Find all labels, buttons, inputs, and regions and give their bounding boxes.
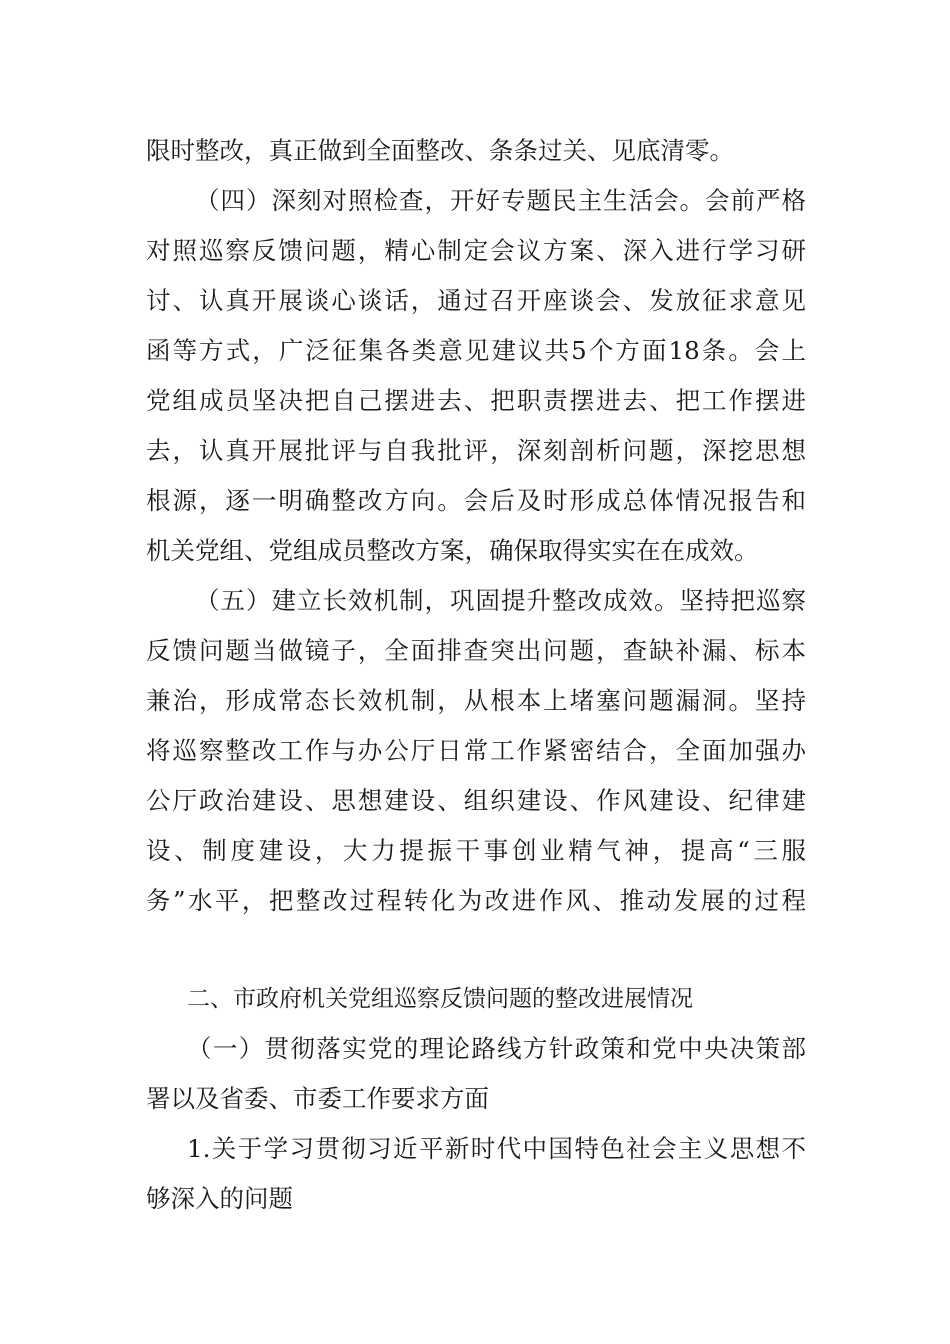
section-heading: 二、市政府机关党组巡察反馈问题的整改进展情况 <box>187 986 693 1012</box>
subsection-heading: 署以及省委、市委工作要求方面 <box>146 1084 489 1113</box>
paragraph-line: 根源，逐一明确整改方向。会后及时形成总体情况报告和 <box>146 486 806 515</box>
paragraph-line: 去，认真开展批评与自我批评，深刻剖析问题，深挖思想 <box>146 436 806 465</box>
paragraph-line: 限时整改，真正做到全面整改、条条过关、见底清零。 <box>146 136 734 165</box>
paragraph-line: 函等方式，广泛征集各类意见建议共5个方面18条。会上 <box>146 336 806 365</box>
paragraph-line: 务”水平，把整改过程转化为改进作风、推动发展的过程 <box>146 886 806 915</box>
paragraph-line: 机关党组、党组成员整改方案，确保取得实实在在成效。 <box>146 536 759 565</box>
paragraph-line: 讨、认真开展谈心谈话，通过召开座谈会、发放征求意见 <box>146 286 806 315</box>
paragraph-line: 反馈问题当做镜子，全面排查突出问题，查缺补漏、标本 <box>146 636 806 665</box>
subsection-heading: （一）贯彻落实党的理论路线方针政策和党中央决策部 <box>187 1034 806 1063</box>
paragraph-line: （四）深刻对照检查，开好专题民主生活会。会前严格 <box>195 186 806 215</box>
item-heading: 够深入的问题 <box>146 1184 293 1213</box>
item-heading: 1.关于学习贯彻习近平新时代中国特色社会主义思想不 <box>187 1134 806 1163</box>
paragraph-line: 兼治，形成常态长效机制，从根本上堵塞问题漏洞。坚持 <box>146 686 806 715</box>
paragraph-line: 将巡察整改工作与办公厅日常工作紧密结合，全面加强办 <box>146 736 806 765</box>
paragraph-line: 公厅政治建设、思想建设、组织建设、作风建设、纪律建 <box>146 786 806 815</box>
paragraph-line: 党组成员坚决把自己摆进去、把职责摆进去、把工作摆进 <box>146 386 806 415</box>
paragraph-line: 对照巡察反馈问题，精心制定会议方案、深入进行学习研 <box>146 236 806 265</box>
paragraph-line: （五）建立长效机制，巩固提升整改成效。坚持把巡察 <box>195 586 806 615</box>
paragraph-line: 设、制度建设，大力提振干事创业精气神，提高“三服 <box>146 836 806 865</box>
